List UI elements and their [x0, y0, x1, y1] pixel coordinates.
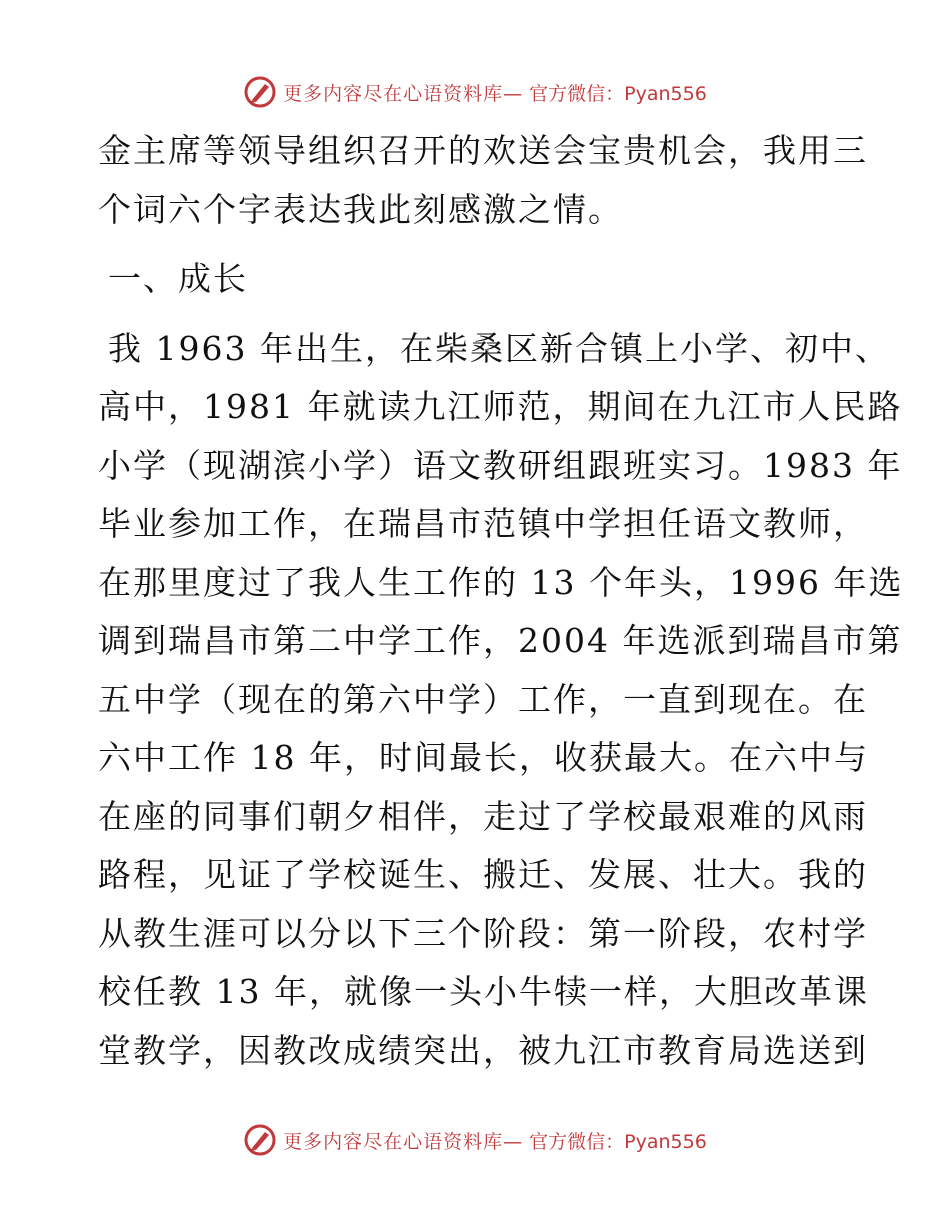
text-line: 调到瑞昌市第二中学工作，2004 年选派到瑞昌市第 [98, 621, 903, 660]
footer-watermark [0, 1120, 950, 1160]
intro-paragraph [98, 122, 878, 239]
text-line: 个词六个字表达我此刻感激之情。 [98, 189, 623, 229]
quill-logo-icon [243, 1123, 277, 1157]
text-line: 堂教学，因教改成绩突出，被九江市教育局选送到 [98, 1030, 868, 1070]
section-heading: 一、成长 [108, 259, 248, 298]
body-paragraph [98, 320, 904, 1081]
text-line: 路程，见证了学校诞生、搬迁、发展、壮大。我的 [98, 855, 868, 894]
text-line: 五中学（现在的第六中学）工作，一直到现在。在 [98, 679, 868, 719]
text-line: 六中工作 18 年，时间最长，收获最大。在六中与 [98, 738, 869, 777]
watermark-contact: 官方微信：Pyan556 [529, 1130, 707, 1153]
text-line: 从教生涯可以分以下三个阶段：第一阶段，农村学 [98, 913, 868, 953]
text-line: 校任教 13 年，就像一头小牛犊一样，大胆改革课 [98, 972, 869, 1011]
text-line: 我 1963 年出生，在柴桑区新合镇上小学、初中、 [108, 328, 890, 368]
text-line: 在座的同事们朝夕相伴，走过了学校最艰难的风雨 [98, 796, 868, 836]
text-line: 小学（现湖滨小学）语文教研组跟班实习。1983 年 [98, 445, 903, 485]
watermark-text: 更多内容尽在心语资料库— [283, 1130, 524, 1153]
text-line: 在那里度过了我人生工作的 13 个年头，1996 年选 [98, 562, 904, 602]
quill-logo-icon [243, 75, 277, 109]
watermark-text: 更多内容尽在心语资料库— [283, 82, 524, 105]
text-line: 毕业参加工作，在瑞昌市范镇中学担任语文教师， [98, 504, 868, 543]
text-line: 高中，1981 年就读九江师范，期间在九江市人民路 [98, 387, 903, 426]
document-body [98, 122, 904, 1080]
watermark-contact: 官方微信：Pyan556 [529, 82, 707, 105]
text-line: 金主席等领导组织召开的欢送会宝贵机会，我用三 [98, 131, 868, 170]
header-watermark [0, 72, 950, 112]
